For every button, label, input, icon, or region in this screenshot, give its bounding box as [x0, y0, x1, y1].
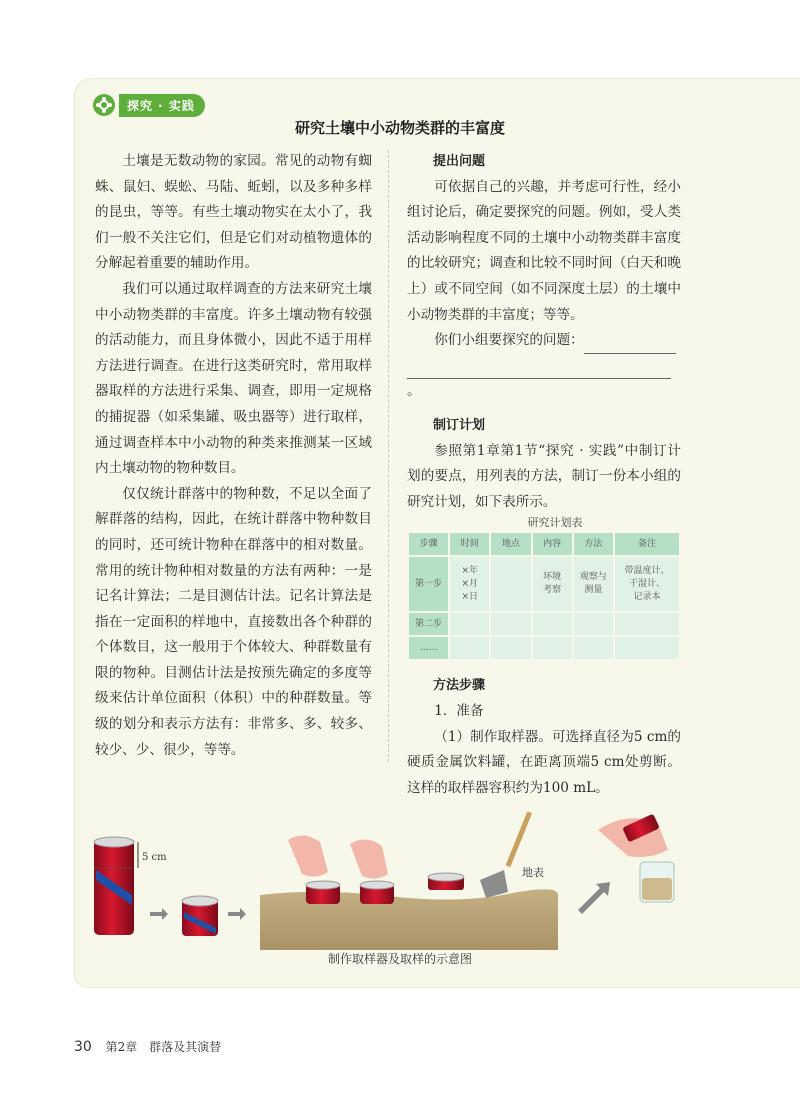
heading-method-steps: 方法步骤 [433, 678, 486, 694]
table-cell [532, 612, 573, 636]
table-header-cell: 备注 [614, 532, 680, 556]
page-footer [74, 1038, 221, 1055]
table-cell [449, 636, 490, 660]
page-number: 30 [74, 1039, 92, 1055]
experiment-icon [92, 93, 116, 117]
paragraph: 可依据自己的兴趣，并考虑可行性，经小组讨论后，确定要探究的问题。例如，受人类活动影响程度不同的土壤中小动物类群丰富度的比较研究；调查和比较不同时间（白天和晚上）或不同空间（如不同深度土层）的土壤中小动物类群的丰富度；等等。 [407, 178, 681, 323]
table-cell [614, 636, 680, 660]
table-header-cell: 步骤 [408, 532, 449, 556]
figure-caption: 制作取样器及取样的示意图 [327, 952, 472, 966]
table-cell [573, 612, 614, 636]
table-cell: 第一步 [408, 556, 449, 612]
section-tag-label: 探究 · 实践 [119, 94, 205, 117]
trowel-icon [480, 870, 508, 898]
table-cell: …… [408, 636, 449, 660]
table-row [408, 636, 680, 660]
table-cell [490, 612, 531, 636]
table-cell: 环境 考察 [532, 556, 573, 612]
section-tag [92, 92, 205, 118]
trowel-handle [506, 811, 532, 867]
soil-ground [260, 811, 558, 950]
research-plan-table [407, 531, 681, 661]
beaker-icon [640, 862, 674, 902]
paragraph: 土壤是无数动物的家园。常见的动物有蜘蛛、鼠妇、蜈蚣、马陆、蚯蚓，以及多种多样的昆虫，等等。有些土壤动物实在太小了，我们一般不关注它们，但是它们对动植物遗体的分解起着重要的辅助作用。 [95, 153, 372, 272]
table-cell [490, 556, 531, 612]
table-row [408, 556, 680, 612]
table-header-cell: 方法 [573, 532, 614, 556]
hand-icon [288, 835, 328, 876]
table-header-cell: 地点 [490, 532, 531, 556]
answer-blank-line[interactable] [584, 337, 676, 354]
table-header-cell: 内容 [532, 532, 573, 556]
table-cell: 观察与 测量 [573, 556, 614, 612]
table-cell [490, 636, 531, 660]
heading-make-plan: 制订计划 [433, 417, 486, 433]
table-cell: ×年 ×月 ×日 [449, 556, 490, 612]
paragraph: 我们可以通过取样调查的方法来研究土壤中小动物类群的丰富度。许多土壤动物有较强的活动能力，而且身体微小，因此不适于用样方法进行调查。在进行这类研究时，常用取样器取样的方法进行采集、调查，即用一定规格的捕捉器（如采集罐、吸虫器等）进行取样，通过调查样本中小动物的种类来推测某一区域内土壤动物的物种数目。 [95, 280, 372, 477]
right-column [407, 149, 681, 801]
label-ground: 地表 [522, 866, 544, 879]
full-can [94, 837, 134, 935]
question-prompt [407, 328, 681, 354]
arrow-icon [578, 882, 610, 914]
table-cell [532, 636, 573, 660]
table-cell [449, 612, 490, 636]
table-header-cell: 时间 [449, 532, 490, 556]
chapter-number: 第2章 [105, 1040, 138, 1054]
sampler-illustration [88, 800, 688, 950]
heading-ask-question: 提出问题 [433, 154, 486, 169]
arrow-icon [150, 908, 168, 920]
chapter-title: 群落及其演替 [149, 1040, 222, 1054]
sampler-can [182, 896, 218, 936]
table-cell: 第二步 [408, 612, 449, 636]
table-header-row [408, 532, 680, 556]
paragraph: （1）制作取样器。可选择直径为5 cm的硬质金属饮料罐，在距离顶端5 cm处剪断。这样的取样器容积约为100 mL。 [407, 728, 681, 796]
table-cell: 带温度计、 干湿计、 记录本 [614, 556, 680, 612]
step-label: 1．准备 [434, 702, 484, 719]
answer-blank-line-2[interactable] [407, 362, 671, 379]
page-title: 研究土壤中小动物类群的丰富度 [294, 119, 505, 137]
period: 。 [407, 383, 421, 400]
table-cell [614, 612, 680, 636]
left-column [95, 149, 372, 763]
table-caption: 研究计划表 [527, 516, 583, 530]
label-5cm: 5 cm [142, 852, 167, 863]
column-divider [388, 150, 389, 762]
question-prompt-label: 你们小组要探究的问题： [434, 332, 584, 349]
table-row [408, 612, 680, 636]
hand-icon [350, 839, 388, 878]
table-cell [573, 636, 614, 660]
arrow-icon [228, 908, 246, 920]
paragraph: 参照第1章第1节“探究 · 实践”中制订计划的要点，用列表的方法，制订一份本小组的研究计划，如下表所示。 [407, 442, 681, 510]
paragraph: 仅仅统计群落中的物种数，不足以全面了解群落的结构，因此，在统计群落中物种数目的同时，还可统计物种在群落中的相对数量。常用的统计物种相对数量的方法有两种：一是记名计算法；二是目测估计法。记名计算法是指在一定面积的样地中，直接数出各个种群的个体数目，这一般用于个体较大、种群数量有限的物种。目测估计法是按预先确定的多度等级来估计单位面积（体积）中的种群数量。等级的划分和表示方法有：非常多、多、较多、较少、少、很少，等等。 [95, 485, 372, 758]
question-prompt-continued [407, 354, 681, 405]
